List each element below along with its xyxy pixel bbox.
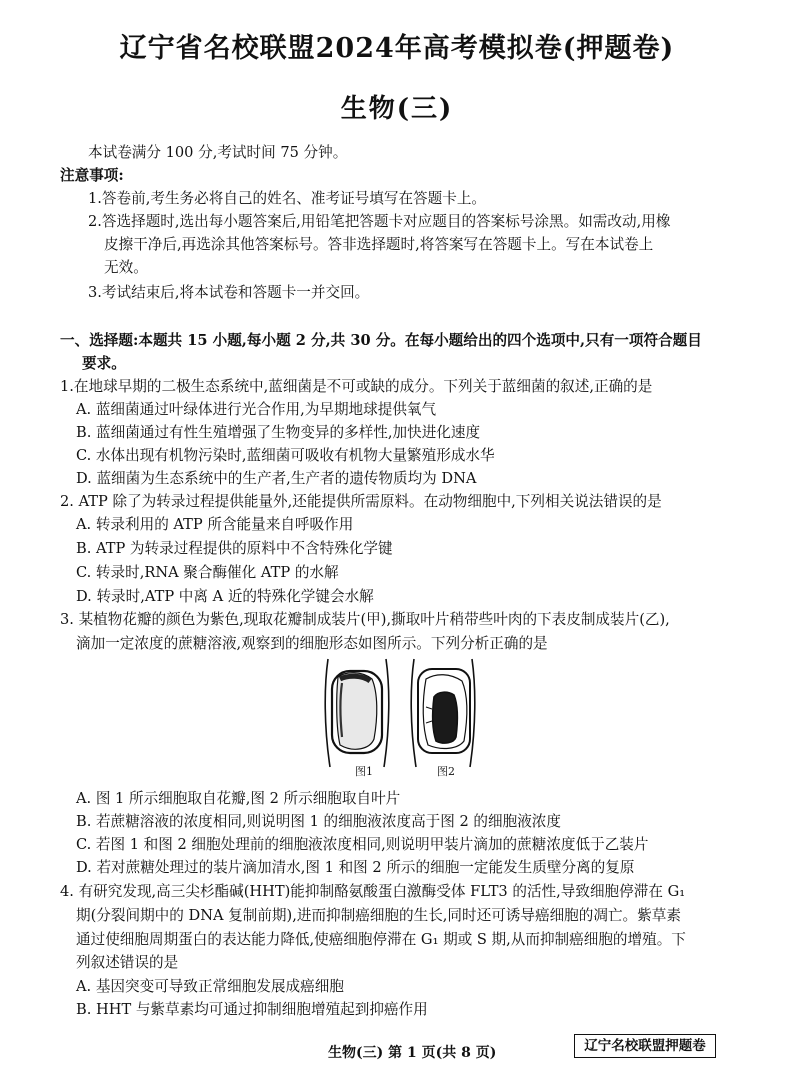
- notice-heading: 注意事项:: [60, 167, 124, 184]
- figure-1-label: 图1: [355, 765, 373, 778]
- q2-stem: 2. ATP 除了为转录过程提供能量外,还能提供所需原料。在动物细胞中,下列相关说法错误的是: [60, 493, 662, 510]
- q1-option-d: D. 蓝细菌为生态系统中的生产者,生产者的遗传物质均为 DNA: [76, 470, 477, 487]
- q4-stem-cont: 通过使细胞周期蛋白的表达能力降低,使癌细胞停滞在 G₁ 期或 S 期,从而抑制癌细胞的增殖。下: [76, 931, 686, 948]
- q1-option-b: B. 蓝细菌通过有性生殖增强了生物变异的多样性,加快进化速度: [76, 424, 481, 441]
- q3-option-a: A. 图 1 所示细胞取自花瓣,图 2 所示细胞取自叶片: [76, 790, 401, 807]
- notice-item: 3.考试结束后,将本试卷和答题卡一并交回。: [88, 284, 370, 301]
- figure-1-cell: [325, 659, 389, 767]
- q1-stem: 1.在地球早期的二极生态系统中,蓝细菌是不可或缺的成分。下列关于蓝细菌的叙述,正确的是: [60, 378, 653, 395]
- q2-option-a: A. 转录利用的 ATP 所含能量来自呼吸作用: [76, 516, 354, 533]
- q4-stem: 4. 有研究发现,高三尖杉酯碱(HHT)能抑制酪氨酸蛋白激酶受体 FLT3 的活性,导致细胞停滞在 G₁: [60, 883, 686, 900]
- section-heading: 一、选择题:本题共 15 小题,每小题 2 分,共 30 分。在每小题给出的四个选项中,只有一项符合题目: [60, 332, 702, 349]
- figure-2-cell: [411, 659, 475, 767]
- notice-item: 2.答选择题时,选出每小题答案后,用铅笔把答题卡对应题目的答案标号涂黑。如需改动,用橡: [88, 213, 671, 230]
- q3-stem-cont: 滴加一定浓度的蔗糖溶液,观察到的细胞形态如图所示。下列分析正确的是: [76, 635, 548, 652]
- notice-item: 无效。: [104, 259, 148, 276]
- q4-option-a: A. 基因突变可导致正常细胞发展成癌细胞: [76, 978, 344, 995]
- exam-title: 辽宁省名校联盟2024年高考模拟卷(押题卷): [119, 33, 675, 64]
- q4-stem-cont: 列叙述错误的是: [76, 954, 179, 971]
- section-heading-cont: 要求。: [82, 355, 126, 372]
- figure-2-label: 图2: [437, 765, 455, 778]
- cell-figure: [318, 657, 486, 781]
- q2-option-c: C. 转录时,RNA 聚合酶催化 ATP 的水解: [76, 564, 339, 581]
- exam-subtitle: 生物(三): [340, 94, 454, 124]
- q2-option-d: D. 转录时,ATP 中离 A 近的特殊化学键会水解: [76, 588, 374, 605]
- q1-option-c: C. 水体出现有机物污染时,蓝细菌可吸收有机物大量繁殖形成水华: [76, 447, 495, 464]
- notice-item: 1.答卷前,考生务必将自己的姓名、准考证号填写在答题卡上。: [88, 190, 487, 207]
- exam-intro: 本试卷满分 100 分,考试时间 75 分钟。: [88, 144, 348, 161]
- q3-option-d: D. 若对蔗糖处理过的装片滴加清水,图 1 和图 2 所示的细胞一定能发生质壁分离的复原: [76, 859, 635, 876]
- page-number: 生物(三) 第 1 页(共 8 页): [328, 1045, 497, 1061]
- q3-option-b: B. 若蔗糖溶液的浓度相同,则说明图 1 的细胞液浓度高于图 2 的细胞液浓度: [76, 813, 561, 830]
- q4-option-b: B. HHT 与紫草素均可通过抑制细胞增殖起到抑癌作用: [76, 1001, 428, 1018]
- q3-option-c: C. 若图 1 和图 2 细胞处理前的细胞液浓度相同,则说明甲装片滴加的蔗糖浓度低于乙装片: [76, 836, 649, 853]
- q2-option-b: B. ATP 为转录过程提供的原料中不含特殊化学键: [76, 540, 393, 557]
- footer-badge: 辽宁名校联盟押题卷: [574, 1034, 716, 1058]
- q4-stem-cont: 期(分裂间期中的 DNA 复制前期),进而抑制癌细胞的生长,同时还可诱导癌细胞的凋亡。紫草素: [76, 907, 681, 924]
- notice-item: 皮擦干净后,再选涂其他答案标号。答非选择题时,将答案写在答题卡上。写在本试卷上: [104, 236, 654, 253]
- q3-stem: 3. 某植物花瓣的颜色为紫色,现取花瓣制成装片(甲),撕取叶片稍带些叶肉的下表皮制成装片(乙),: [60, 611, 670, 628]
- q1-option-a: A. 蓝细菌通过叶绿体进行光合作用,为早期地球提供氧气: [76, 401, 437, 418]
